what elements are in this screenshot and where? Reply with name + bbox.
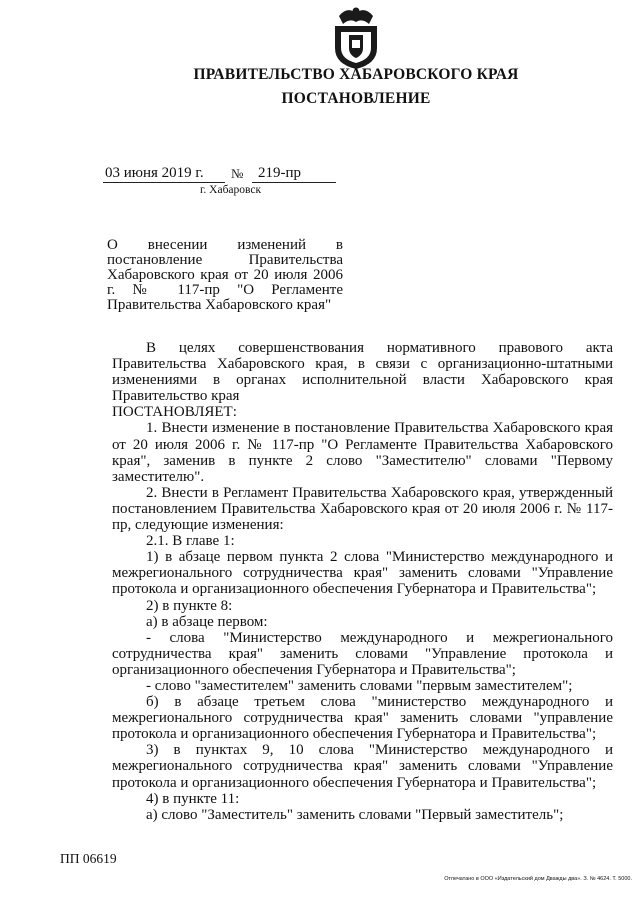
item-2-1-2a: а) в абзаце первом: [146, 613, 268, 630]
document-body [112, 340, 613, 823]
item-2-1-2a-2: - слово "заместителем" заменить словами "первым заместителем"; [146, 677, 573, 694]
intro-paragraph: В целях совершенствования нормативного правового акта Правительства Хабаровского края, в связи с организационно-штатными изменениями в органах исполнительной власти Хабаровского края Правительство края [112, 340, 613, 405]
item-2-1-4: 4) в пункте 11: [146, 790, 240, 807]
item-2-1-4a: а) слово "Заместитель" заменить словами "Первый заместитель"; [146, 806, 564, 823]
document-number: 219-пр [258, 165, 302, 181]
document-type: ПОСТАНОВЛЕНИЕ [281, 90, 431, 107]
document-subject: О внесении изменений в постановление Правительства Хабаровского края от 20 июля 2006 г. № 117-пр "О Регламенте Правительства Хабаровского края" [107, 237, 343, 313]
government-name: ПРАВИТЕЛЬСТВО ХАБАРОВСКОГО КРАЯ [193, 66, 519, 83]
document-date: 03 июня 2019 г. [105, 165, 204, 181]
item-2-1-2: 2) в пункте 8: [146, 597, 233, 614]
item-2-1-1: 1) в абзаце первом пункта 2 слова "Министерство международного и межрегионального сотрудничества края" заменить словами "Управление протокола и организационного обеспечения Губернатора и Правительства"; [112, 549, 613, 598]
number-sign: № [231, 166, 244, 181]
print-note: Отпечатано в ООО «Издательский дом Дважды два». З. № 4624. Т. 5000. [444, 876, 632, 882]
resolves-heading: ПОСТАНОВЛЯЕТ: [112, 404, 237, 421]
item-2-1-3: 3) в пунктах 9, 10 слова "Министерство международного и межрегионального сотрудничества края" заменить словами "Управление протокола и организационного обеспечения Губернатора и Правительства"; [112, 742, 613, 791]
number-underline [252, 182, 336, 183]
item-2-1-2a-1: - слова "Министерство международного и межрегионального сотрудничества края" заменить словами "Управление протокола и организационного обеспечения Губернатора и Правительства"; [112, 629, 613, 678]
paragraph-2: 2. Внести в Регламент Правительства Хабаровского края, утвержденный постановлением Правительства Хабаровского края от 20 июля 2006 г. № 117-пр, следующие изменения: [112, 484, 613, 534]
city: г. Хабаровск [200, 184, 262, 196]
date-underline [103, 182, 225, 183]
coat-of-arms-icon [329, 4, 383, 70]
paragraph-1: 1. Внести изменение в постановление Правительства Хабаровского края от 20 июля 2006 г. № 117-пр "О Регламенте Правительства Хабаровского края", заменив в пункте 2 слово "Заместителю" словами "Первому заместителю". [112, 420, 613, 485]
item-2-1-2b: б) в абзаце третьем слова "министерство международного и межрегионального сотрудничества края" заменить словами "управление протокола и организационного обеспечения Губернатора и Правительства"; [112, 694, 613, 743]
paragraph-2-1: 2.1. В главе 1: [146, 533, 235, 550]
document-code: ПП 06619 [60, 851, 117, 866]
